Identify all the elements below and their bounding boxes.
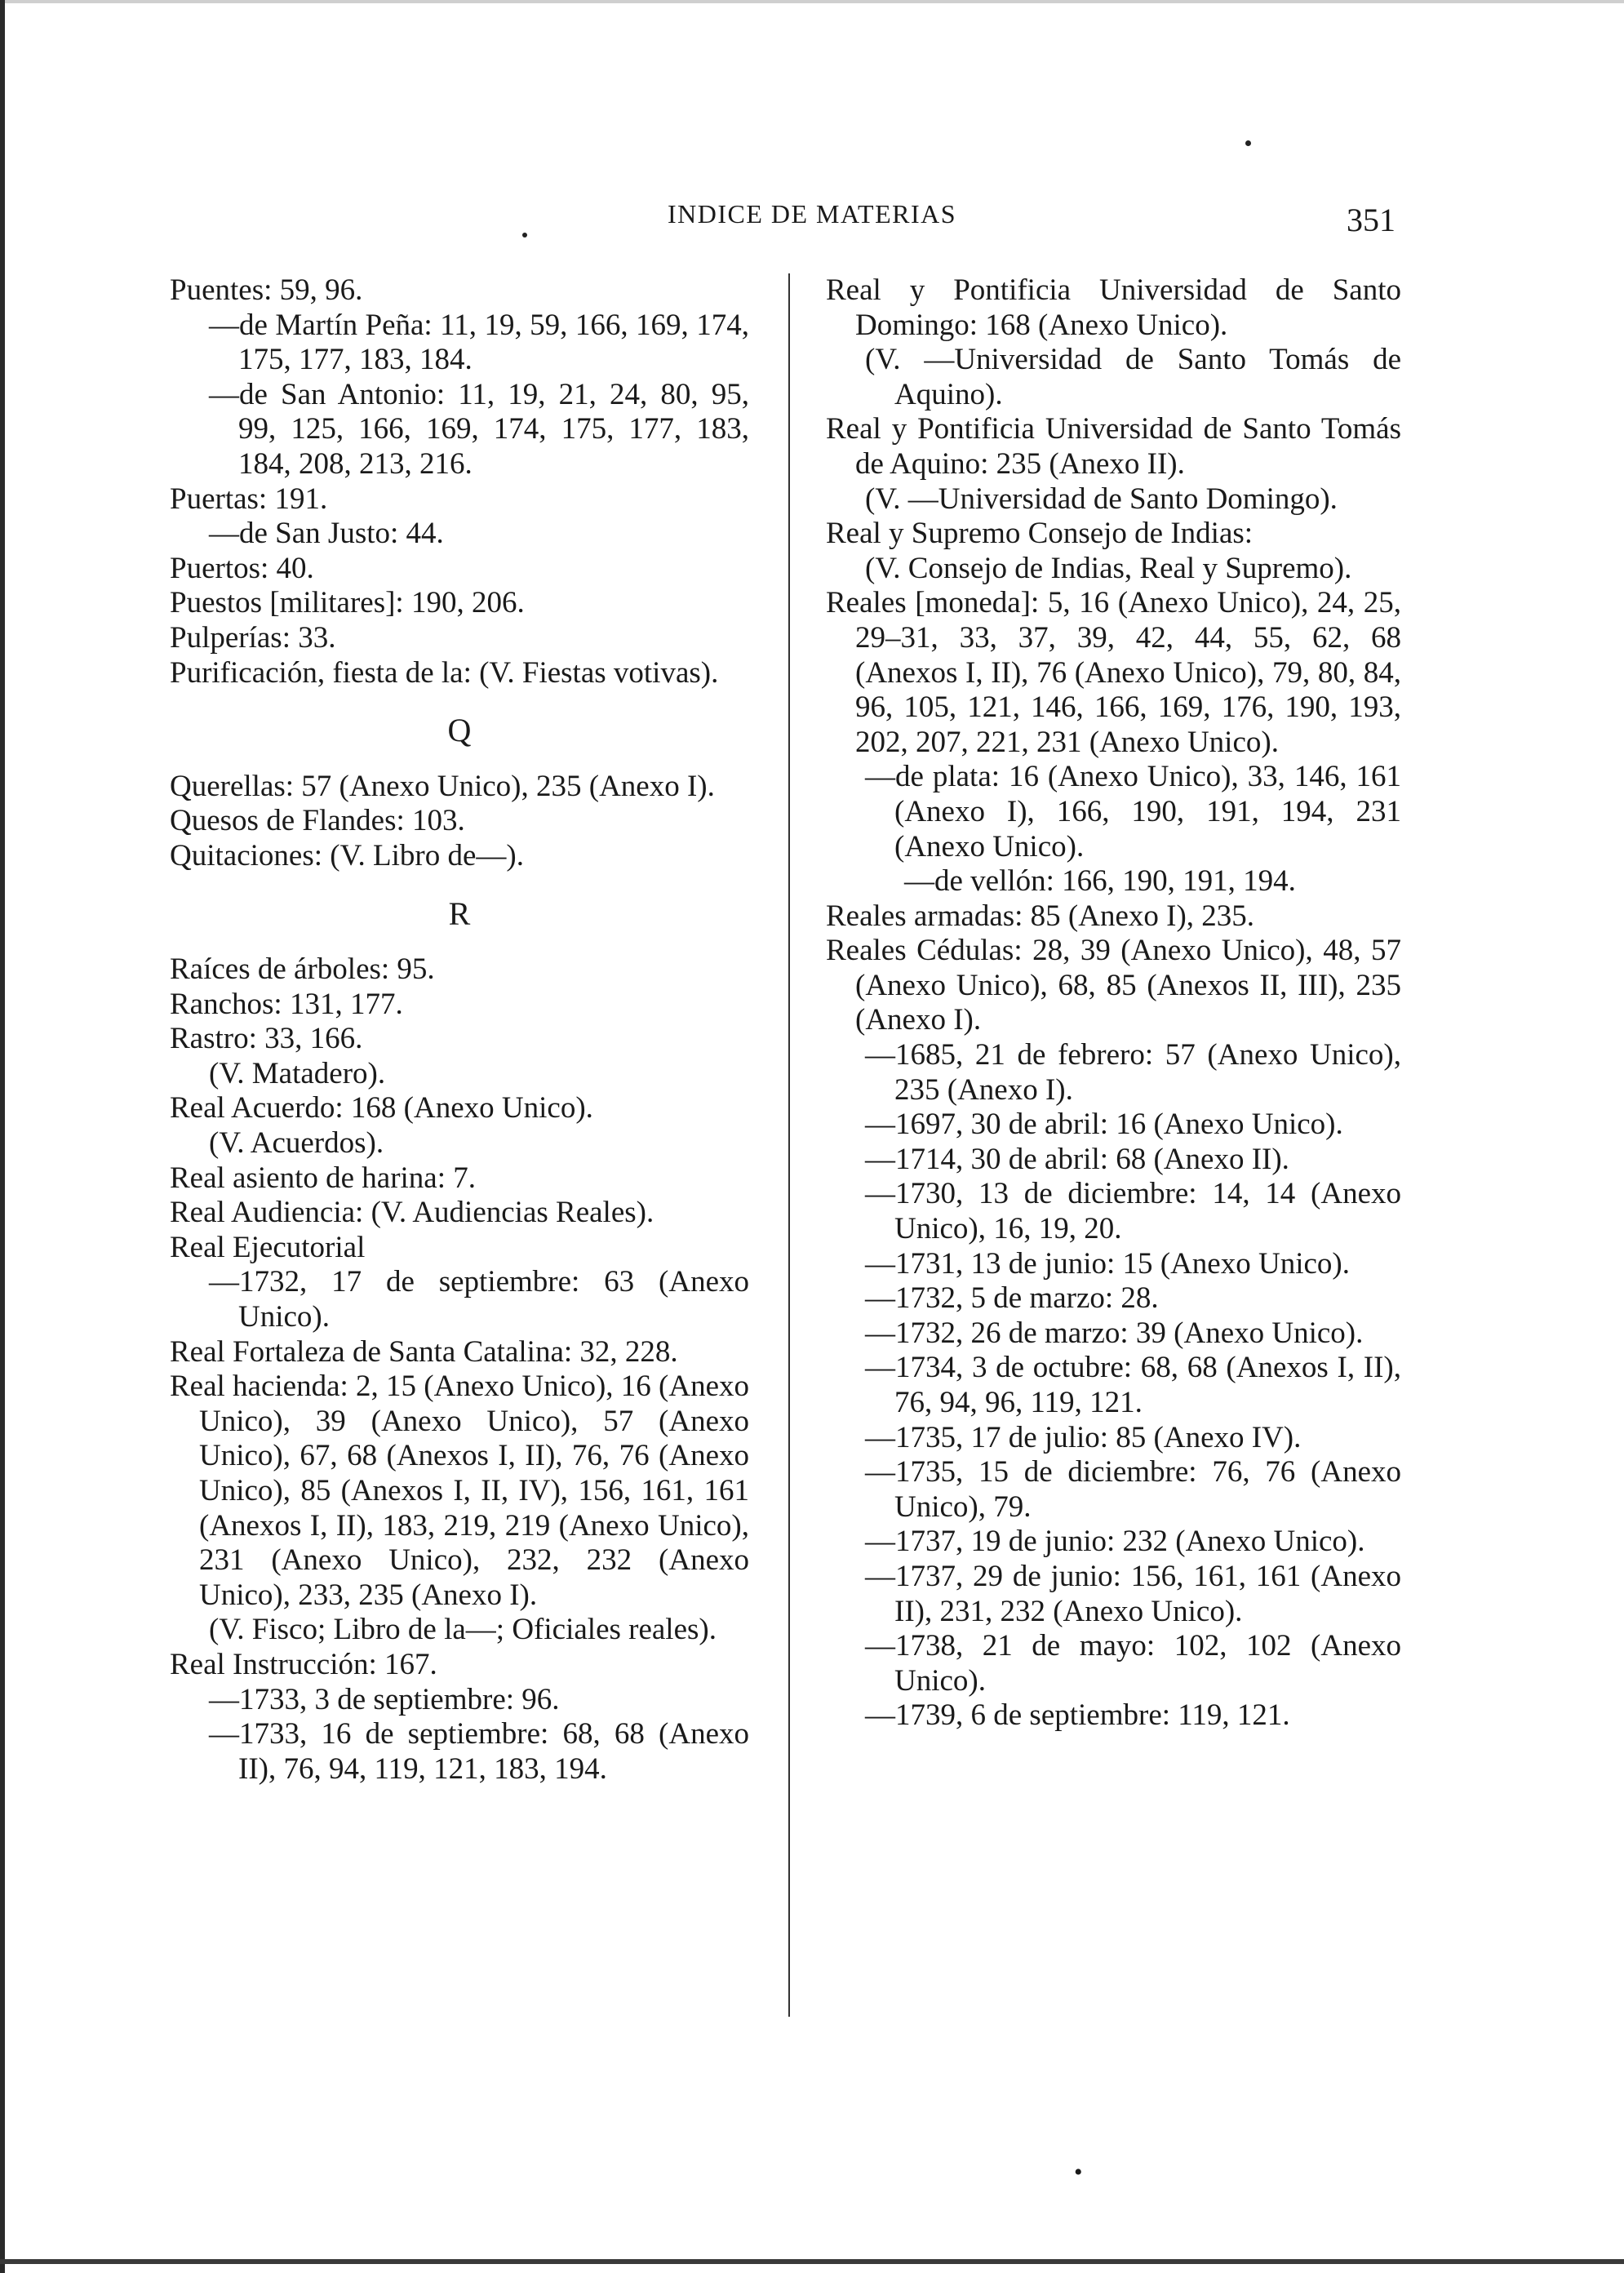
index-subentry: —de Martín Peña: 11, 19, 59, 166, 169, 174, 175, 177, 183, 184.: [209, 308, 749, 377]
column-divider: [788, 273, 790, 2017]
index-subentry: (V. —Universidad de Santo Tomás de Aquino).: [865, 343, 1401, 411]
scan-edge-bottom: [0, 2259, 1624, 2264]
index-subentry: —1732, 17 de septiembre: 63 (Anexo Unico).: [209, 1265, 749, 1334]
index-entry: Real Ejecutorial: [170, 1230, 366, 1264]
index-subentry: —1732, 26 de marzo: 39 (Anexo Unico).: [865, 1316, 1364, 1350]
index-subentry: —de San Justo: 44.: [209, 517, 444, 551]
index-subentry: —de vellón: 166, 190, 191, 194.: [904, 864, 1296, 899]
right-index-column: [826, 273, 1401, 1734]
index-entry: Real y Pontificia Universidad de Santo Tomás de Aquino: 235 (Anexo II).: [826, 412, 1401, 481]
index-entry: Querellas: 57 (Anexo Unico), 235 (Anexo I).: [170, 769, 715, 803]
index-subentry: —1732, 5 de marzo: 28.: [865, 1281, 1159, 1316]
index-subentry: —de plata: 16 (Anexo Unico), 33, 146, 161 (Anexo I), 166, 190, 191, 194, 231 (Anexo Unico).: [865, 760, 1401, 863]
index-subentry: —1734, 3 de octubre: 68, 68 (Anexos I, II), 76, 94, 96, 119, 121.: [865, 1351, 1401, 1419]
index-entry: Real Fortaleza de Santa Catalina: 32, 228.: [170, 1334, 678, 1369]
index-subentry: —1733, 16 de septiembre: 68, 68 (Anexo II), 76, 94, 119, 121, 183, 194.: [209, 1717, 749, 1786]
running-header-title: INDICE DE MATERIAS: [667, 199, 957, 229]
index-entry: Reales Cédulas: 28, 39 (Anexo Unico), 48, 57 (Anexo Unico), 68, 85 (Anexos II, III), 235 (Anexo I).: [826, 934, 1401, 1037]
index-subentry: —1685, 21 de febrero: 57 (Anexo Unico), 235 (Anexo I).: [865, 1038, 1401, 1107]
index-entry: Puertos: 40.: [170, 551, 314, 585]
index-entry: Real y Supremo Consejo de Indias:: [826, 517, 1253, 551]
index-entry: Raíces de árboles: 95.: [170, 952, 435, 987]
index-entry: Real hacienda: 2, 15 (Anexo Unico), 16 (Anexo Unico), 39 (Anexo Unico), 57 (Anexo Unico), 67, 68 (Anexos I, II), 76, 76 (Anexo Unico), 85 (Anexos I, II, IV), 156, 161, 161 (Anexos I, II), 183, 219, 219 (Anexo Unico), 231 (Anexo Unico), 232, 232 (Anexo Unico), 233, 235 (Anexo I).: [170, 1370, 749, 1612]
index-entry: Rastro: 33, 166.: [170, 1022, 363, 1056]
ink-speck: [522, 233, 527, 238]
index-subentry: —1738, 21 de mayo: 102, 102 (Anexo Unico).: [865, 1629, 1401, 1698]
index-subentry: —1697, 30 de abril: 16 (Anexo Unico).: [865, 1108, 1343, 1142]
index-subentry: —1739, 6 de septiembre: 119, 121.: [865, 1698, 1290, 1733]
index-subentry: (V. Fisco; Libro de la—; Oficiales reales).: [209, 1613, 717, 1647]
index-subentry: —1733, 3 de septiembre: 96.: [209, 1682, 560, 1716]
index-subentry: —de San Antonio: 11, 19, 21, 24, 80, 95, 99, 125, 166, 169, 174, 175, 177, 183, 184, 208, 213, 216.: [209, 377, 749, 481]
index-entry: Quitaciones: (V. Libro de—).: [170, 838, 524, 872]
index-group-q: [170, 770, 749, 874]
index-subentry: (V. Consejo de Indias, Real y Supremo).: [865, 551, 1352, 585]
scan-edge-top: [0, 0, 1624, 3]
index-entry: Real Acuerdo: 168 (Anexo Unico).: [170, 1091, 593, 1125]
index-group-p: [170, 273, 749, 690]
index-subentry: (V. —Universidad de Santo Domingo).: [865, 482, 1338, 516]
index-entry: Quesos de Flandes: 103.: [170, 804, 465, 838]
section-letter-q: Q: [447, 712, 472, 749]
footer-ink-mark: •: [1074, 2159, 1083, 2186]
section-letter-r: R: [448, 895, 471, 932]
index-entry: Real asiento de harina: 7.: [170, 1161, 477, 1195]
index-entry: Pulperías: 33.: [170, 620, 336, 655]
index-entry: Reales [moneda]: 5, 16 (Anexo Unico), 24, 25, 29–31, 33, 37, 39, 42, 44, 55, 62, 68 (Anexos I, II), 76 (Anexo Unico), 79, 80, 84, 96, 105, 121, 146, 166, 169, 176, 190, 193, 202, 207, 221, 231 (Anexo Unico).: [826, 586, 1401, 759]
left-index-column: [170, 273, 749, 1787]
index-subentry: —1737, 29 de junio: 156, 161, 161 (Anexo II), 231, 232 (Anexo Unico).: [865, 1559, 1401, 1628]
index-subentry: —1730, 13 de diciembre: 14, 14 (Anexo Unico), 16, 19, 20.: [865, 1177, 1401, 1246]
index-entry: Real Instrucción: 167.: [170, 1647, 437, 1681]
index-subentry: (V. Matadero).: [209, 1056, 386, 1090]
index-subentry: (V. Acuerdos).: [209, 1126, 384, 1161]
index-entry: Real y Pontificia Universidad de Santo Domingo: 168 (Anexo Unico).: [826, 273, 1401, 342]
index-entry: Real Audiencia: (V. Audiencias Reales).: [170, 1196, 654, 1230]
index-entry: Puentes: 59, 96.: [170, 273, 363, 307]
index-entry: Ranchos: 131, 177.: [170, 987, 403, 1021]
index-group-real-reales: [826, 273, 1401, 1734]
index-subentry: —1714, 30 de abril: 68 (Anexo II).: [865, 1142, 1289, 1176]
index-entry: Reales armadas: 85 (Anexo I), 235.: [826, 899, 1255, 933]
index-subentry: —1737, 19 de junio: 232 (Anexo Unico).: [865, 1525, 1365, 1559]
ink-speck: [1245, 140, 1251, 146]
index-subentry: —1735, 15 de diciembre: 76, 76 (Anexo Unico), 79.: [865, 1455, 1401, 1524]
index-subentry: —1735, 17 de julio: 85 (Anexo IV).: [865, 1420, 1302, 1454]
scan-edge-left: [0, 0, 5, 2273]
index-group-r: [170, 952, 749, 1787]
page-number: 351: [1347, 202, 1395, 238]
index-entry: Purificación, fiesta de la: (V. Fiestas votivas).: [170, 655, 719, 690]
index-entry: Puertas: 191.: [170, 482, 328, 516]
index-subentry: —1731, 13 de junio: 15 (Anexo Unico).: [865, 1246, 1350, 1281]
index-entry: Puestos [militares]: 190, 206.: [170, 586, 525, 620]
